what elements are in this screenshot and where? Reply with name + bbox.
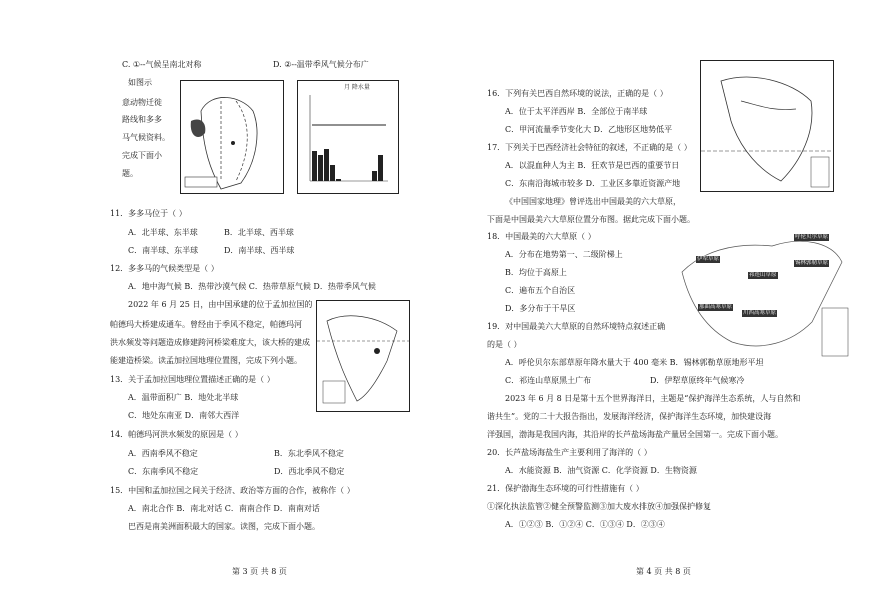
map-label: 川西高寒草原 [743, 310, 777, 316]
brazil-map-drawing [701, 61, 833, 191]
intro-line: 完成下面小 [122, 151, 162, 160]
migration-map [180, 80, 284, 194]
options: A．位于太平洋西岸 B．全部位于南半球 [505, 107, 648, 116]
option: C．地处东南亚 D．南邻大西洋 [128, 411, 240, 420]
options: C．甲河流量季节变化大 D．乙地形区地势低平 [505, 125, 673, 134]
passage-line: 帕德玛大桥建成通车。曾经由于季风不稳定，帕德玛河 [110, 320, 302, 329]
passage-line: 洋强国，渤海是我国内海，其沿岸的长芦盐场海盐产量居全国第一。完成下面小题。 [487, 430, 783, 439]
passage-line: 2023 年 6 月 8 日是第十五个世界海洋日，主题是“保护海洋生态系统，人与自然和 [505, 394, 801, 403]
option: D．南半球、西半球 [224, 246, 295, 255]
option: B．北半球、西半球 [224, 228, 294, 237]
question-12: 12．多多马的气候类型是（ ） [110, 264, 219, 273]
options: A．呼伦贝尔东部草原年降水量大于 400 毫米 B．锡林郭勒草原地形平坦 [505, 358, 764, 367]
climate-chart-drawing [298, 81, 398, 193]
option: C．遍布五个自治区 [505, 286, 576, 295]
question-20: 20．长芦盐场海盐生产主要利用了海洋的（ ） [487, 448, 652, 457]
option-d: D. ②--温带季风气候分布广 [273, 60, 369, 69]
question-14: 14．帕德玛河洪水频发的原因是（ ） [110, 430, 243, 439]
question-21: 21．保护渤海生态环境的可行性措施有（ ） [487, 484, 644, 493]
options: C．东南沿海城市较多 D．工业区多靠近资源产地 [505, 179, 681, 188]
option: A．温带面积广 B．地处北半球 [128, 393, 239, 402]
map-label: 锡林郭勒草原 [795, 260, 829, 266]
page-footer: 第 4 页 共 8 页 [636, 567, 691, 576]
question-13: 13．关于孟加拉国地理位置描述正确的是（ ） [110, 375, 275, 384]
passage-line: 谐共生”。党的二十大报告指出，发展海洋经济，保护海洋生态环境，加快建设海 [487, 412, 772, 421]
options: A．以混血种人为主 B．狂欢节是巴西的重要节日 [505, 161, 680, 170]
passage-line: 巴西是南美洲面积最大的国家。读图，完成下面小题。 [128, 522, 320, 531]
china-map-drawing [672, 232, 852, 360]
question-11: 11．多多马位于（ ） [110, 209, 187, 218]
option: B．东北季风不稳定 [274, 449, 344, 458]
intro-line: 如图示 [128, 78, 152, 87]
passage-line: 《中国国家地理》曾评选出中国最美的六大草原， [505, 197, 681, 206]
passage-line: 洪水频发等问题造成修建跨河桥梁难度大，该大桥的建成 [110, 338, 310, 347]
brazil-map [700, 60, 834, 192]
options-15: A．南北合作 B．南北对话 C．南南合作 D．南南对话 [128, 504, 320, 513]
intro-line: 题。 [122, 169, 138, 178]
option: A．西南季风不稳定 [128, 449, 198, 458]
option: D．多分布于干旱区 [505, 304, 576, 313]
question-15: 15．中国和孟加拉国之间关于经济、政治等方面的合作，被称作（ ） [110, 486, 355, 495]
bangladesh-map [316, 300, 410, 412]
china-grassland-map [672, 232, 852, 360]
option: D．西北季风不稳定 [274, 467, 345, 476]
option: C．东南季风不稳定 [128, 467, 199, 476]
page-footer: 第 3 页 共 8 页 [232, 567, 287, 576]
map-label: 那曲高寒草原 [699, 304, 733, 310]
options-21: A．①②③ B．①②④ C．①③④ D．②③④ [505, 520, 665, 529]
question-19: 19．对中国最美六大草原的自然环境特点叙述正确 [487, 322, 666, 331]
option: A．分布在地势第一、二级阶梯上 [505, 250, 623, 259]
migration-map-drawing [181, 81, 283, 193]
climate-chart [297, 80, 399, 194]
map-label: 伊犁草原 [697, 256, 720, 262]
bangladesh-map-drawing [317, 301, 409, 411]
intro-line: 马气候资料。 [122, 133, 170, 142]
option-c: C. ①--气候呈南北对称 [122, 60, 202, 69]
climate-chart-label: 月 降水量 [344, 84, 370, 91]
options-20: A．水能资源 B．油气资源 C．化学资源 D．生物资源 [505, 466, 697, 475]
map-label: 呼伦贝尔草原 [795, 234, 829, 240]
option: B．均位于高原上 [505, 268, 567, 277]
map-label: 祁连山草原 [749, 272, 777, 278]
intro-line: 路线和多多 [122, 115, 162, 124]
intro-line: 意动物迁徙 [122, 98, 162, 107]
question-19: 的是（ ） [487, 340, 522, 349]
option: D．伊犁草原终年气候寒冷 [650, 376, 745, 385]
option: C．祁连山草原黑土广布 [505, 376, 592, 385]
passage-line: 下面是中国最美六大草原位置分布图。据此完成下面小题。 [487, 215, 695, 224]
option: C．南半球、东半球 [128, 246, 199, 255]
passage-line: 2022 年 6 月 25 日，由中国承建的位于孟加拉国的 [128, 300, 313, 309]
option: A．北半球、东半球 [128, 228, 198, 237]
options-12: A．地中海气候 B．热带沙漠气候 C．热带草原气候 D．热带季风气候 [128, 282, 376, 291]
question-18: 18．中国最美的六大草原（ ） [487, 232, 596, 241]
passage-line: 能建造桥梁。读孟加拉国地理位置图，完成下列小题。 [110, 356, 302, 365]
question-16: 16．下列有关巴西自然环境的说法，正确的是（ ） [487, 89, 668, 98]
statements-21: ①深化执法监管②健全预警监测③加大废水排放④加强保护修复 [487, 502, 711, 511]
question-17: 17．下列关于巴西经济社会特征的叙述，不正确的是（ ） [487, 143, 692, 152]
